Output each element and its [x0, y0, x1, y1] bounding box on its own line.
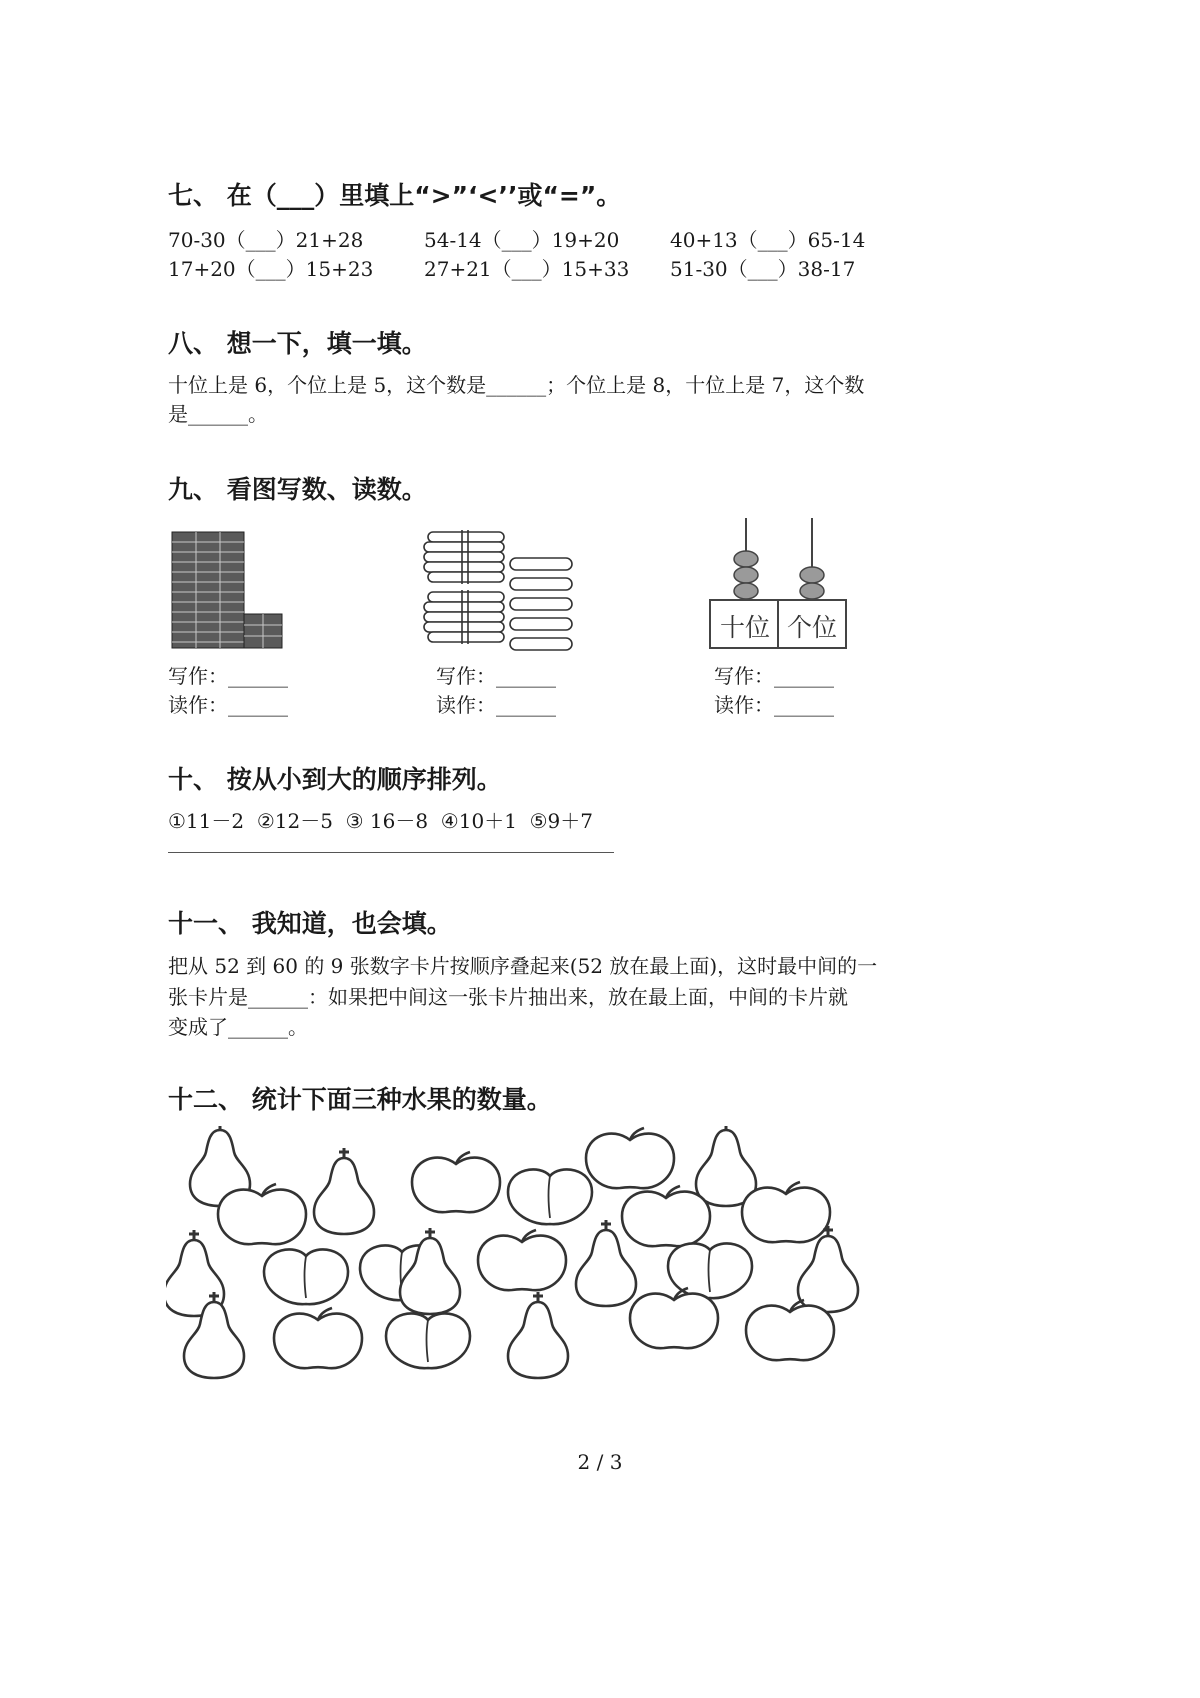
read-label: 读作：______ [714, 693, 834, 717]
q11-line: 变成了______。 [168, 1015, 308, 1039]
read-label: 读作：______ [436, 693, 556, 717]
apple-icon [586, 1128, 674, 1188]
peach-icon [264, 1249, 348, 1304]
q8-line: 十位上是 6，个位上是 5，这个数是______；个位上是 8，十位上是 7，这个数 [168, 373, 865, 397]
pear-icon [314, 1148, 374, 1234]
pear-icon [696, 1126, 756, 1206]
abacus-figure [706, 516, 848, 652]
write-label: 写作：______ [436, 664, 556, 688]
pear-icon [400, 1228, 460, 1314]
peach-icon [386, 1313, 470, 1368]
answer-line [168, 852, 614, 853]
apple-icon [412, 1152, 500, 1212]
write-label: 写作：______ [714, 664, 834, 688]
abacus-ones-label: 个位 [786, 613, 837, 642]
apple-icon [218, 1184, 306, 1244]
q8-line: 是______。 [168, 402, 268, 426]
apple-icon [742, 1182, 830, 1242]
apple-icon [622, 1186, 710, 1246]
apple-icon [274, 1308, 362, 1368]
peach-icon [508, 1169, 592, 1224]
q7-expr: 40+13（___）65-14 [670, 228, 866, 252]
blocks-figure [168, 530, 286, 650]
q12-title: 十二、 统计下面三种水果的数量。 [168, 1085, 552, 1114]
q7-expr: 27+21（___）15+33 [424, 257, 630, 281]
q11-title: 十一、 我知道，也会填。 [168, 909, 452, 938]
q7-title: 七、 在（___）里填上“>”‘<’’或“=”。 [168, 181, 622, 210]
write-label: 写作：______ [168, 664, 288, 688]
q11-line: 张卡片是______：如果把中间这一张卡片抽出来，放在最上面，中间的卡片就 [168, 985, 848, 1009]
stick-bundles-figure [418, 528, 576, 652]
q11-line: 把从 52 到 60 的 9 张数字卡片按顺序叠起来(52 放在最上面)，这时最中间的一 [168, 954, 878, 978]
read-label: 读作：______ [168, 693, 288, 717]
q7-expr: 54-14（___）19+20 [424, 228, 620, 252]
apple-icon [630, 1288, 718, 1348]
q10-title: 十、 按从小到大的顺序排列。 [168, 765, 502, 794]
abacus-tens-label: 十位 [719, 613, 770, 642]
q9-title: 九、 看图写数、读数。 [168, 475, 427, 504]
q10-items: ①11－2 ②12－5 ③ 16－8 ④10＋1 ⑤9＋7 [168, 809, 594, 833]
pear-icon [508, 1292, 568, 1378]
page-number: 2 / 3 [577, 1450, 623, 1474]
q7-expr: 70-30（___）21+28 [168, 228, 364, 252]
q8-title: 八、 想一下，填一填。 [168, 329, 427, 358]
fruits-figure [166, 1126, 892, 1380]
q7-expr: 51-30（___）38-17 [670, 257, 856, 281]
apple-icon [746, 1300, 834, 1360]
apple-icon [478, 1230, 566, 1290]
q7-expr: 17+20（___）15+23 [168, 257, 374, 281]
